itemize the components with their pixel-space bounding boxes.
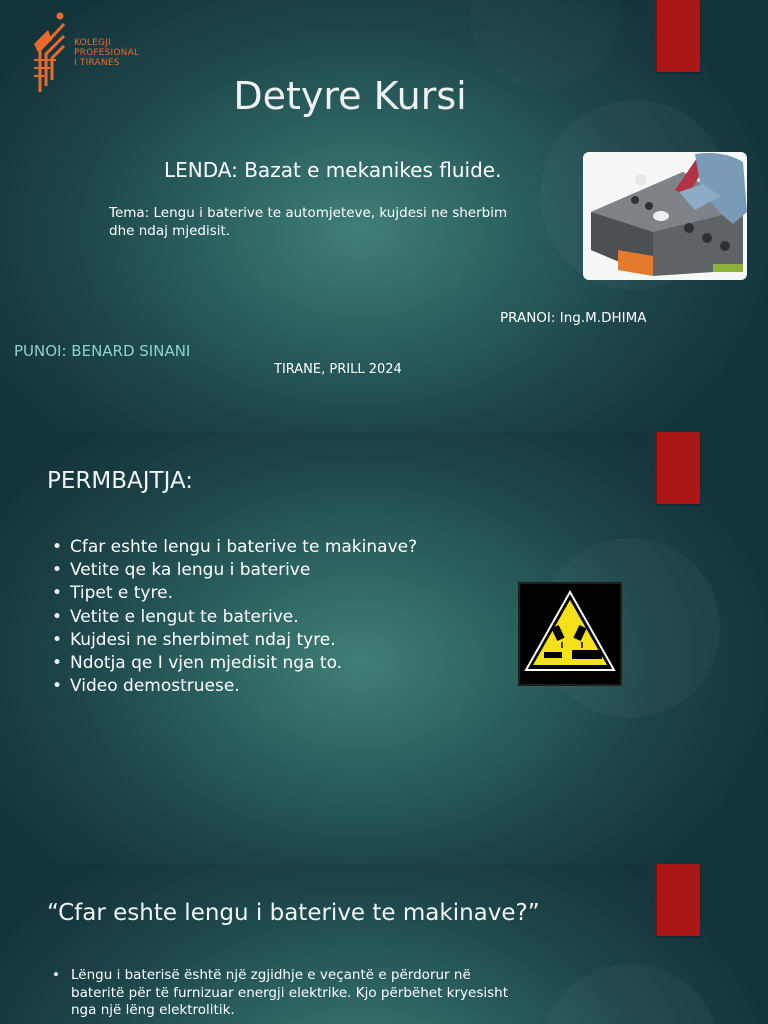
list-item: • Vetite qe ka lengu i baterive [52,560,311,581]
topic-text: Tema: Lengu i baterive te automjeteve, kujdesi ne sherbim dhe ndaj mjedisit. [109,205,508,239]
definition-slide [0,864,768,1024]
college-logo-text: KOLEGJI PROFESIONAL I TIRANES [74,38,140,68]
corrosive-hazard-sign-icon [518,582,622,686]
accent-tab [657,0,700,72]
list-item: • Cfar eshte lengu i baterive te makinave? [52,537,418,557]
slide-title: PERMBAJTJA: [47,468,194,494]
slide-title: “Cfar eshte lengu i baterive te makinave?” [47,900,540,926]
list-item: • Kujdesi ne sherbimet ndaj tyre. [52,629,336,650]
list-item: • Tipet e tyre. [52,583,173,604]
bullet-dot: • [52,967,60,983]
place-date-text: TIRANE, PRILL 2024 [274,362,402,377]
decorative-circle [540,964,720,1024]
list-item: • Vetite e lengut te baterive. [52,606,299,627]
definition-text: Lëngu i baterisë është një zgjidhje e veçantë e përdorur në bateritë për të furnizuar energji elektrike. Kjo përbëhet kryesisht nga një lëng elektrolitik. [71,967,508,1018]
definition-paragraph [52,967,512,1020]
subject-text: LENDA: Bazat e mekanikes fluide. [164,158,502,182]
car-battery-photo-icon [583,152,747,280]
contents-slide [0,432,768,864]
received-by-text: PRANOI: Ing.M.DHIMA [500,310,647,326]
contents-list [52,536,417,698]
title-slide [0,0,768,432]
list-item: • Video demostruese. [52,676,240,697]
author-text: PUNOI: BENARD SINANI [14,342,191,360]
accent-tab [657,432,700,504]
list-item: • Ndotja qe I vjen mjedisit nga to. [52,653,343,674]
slide-title: Detyre Kursi [233,74,467,118]
accent-tab [657,864,700,936]
